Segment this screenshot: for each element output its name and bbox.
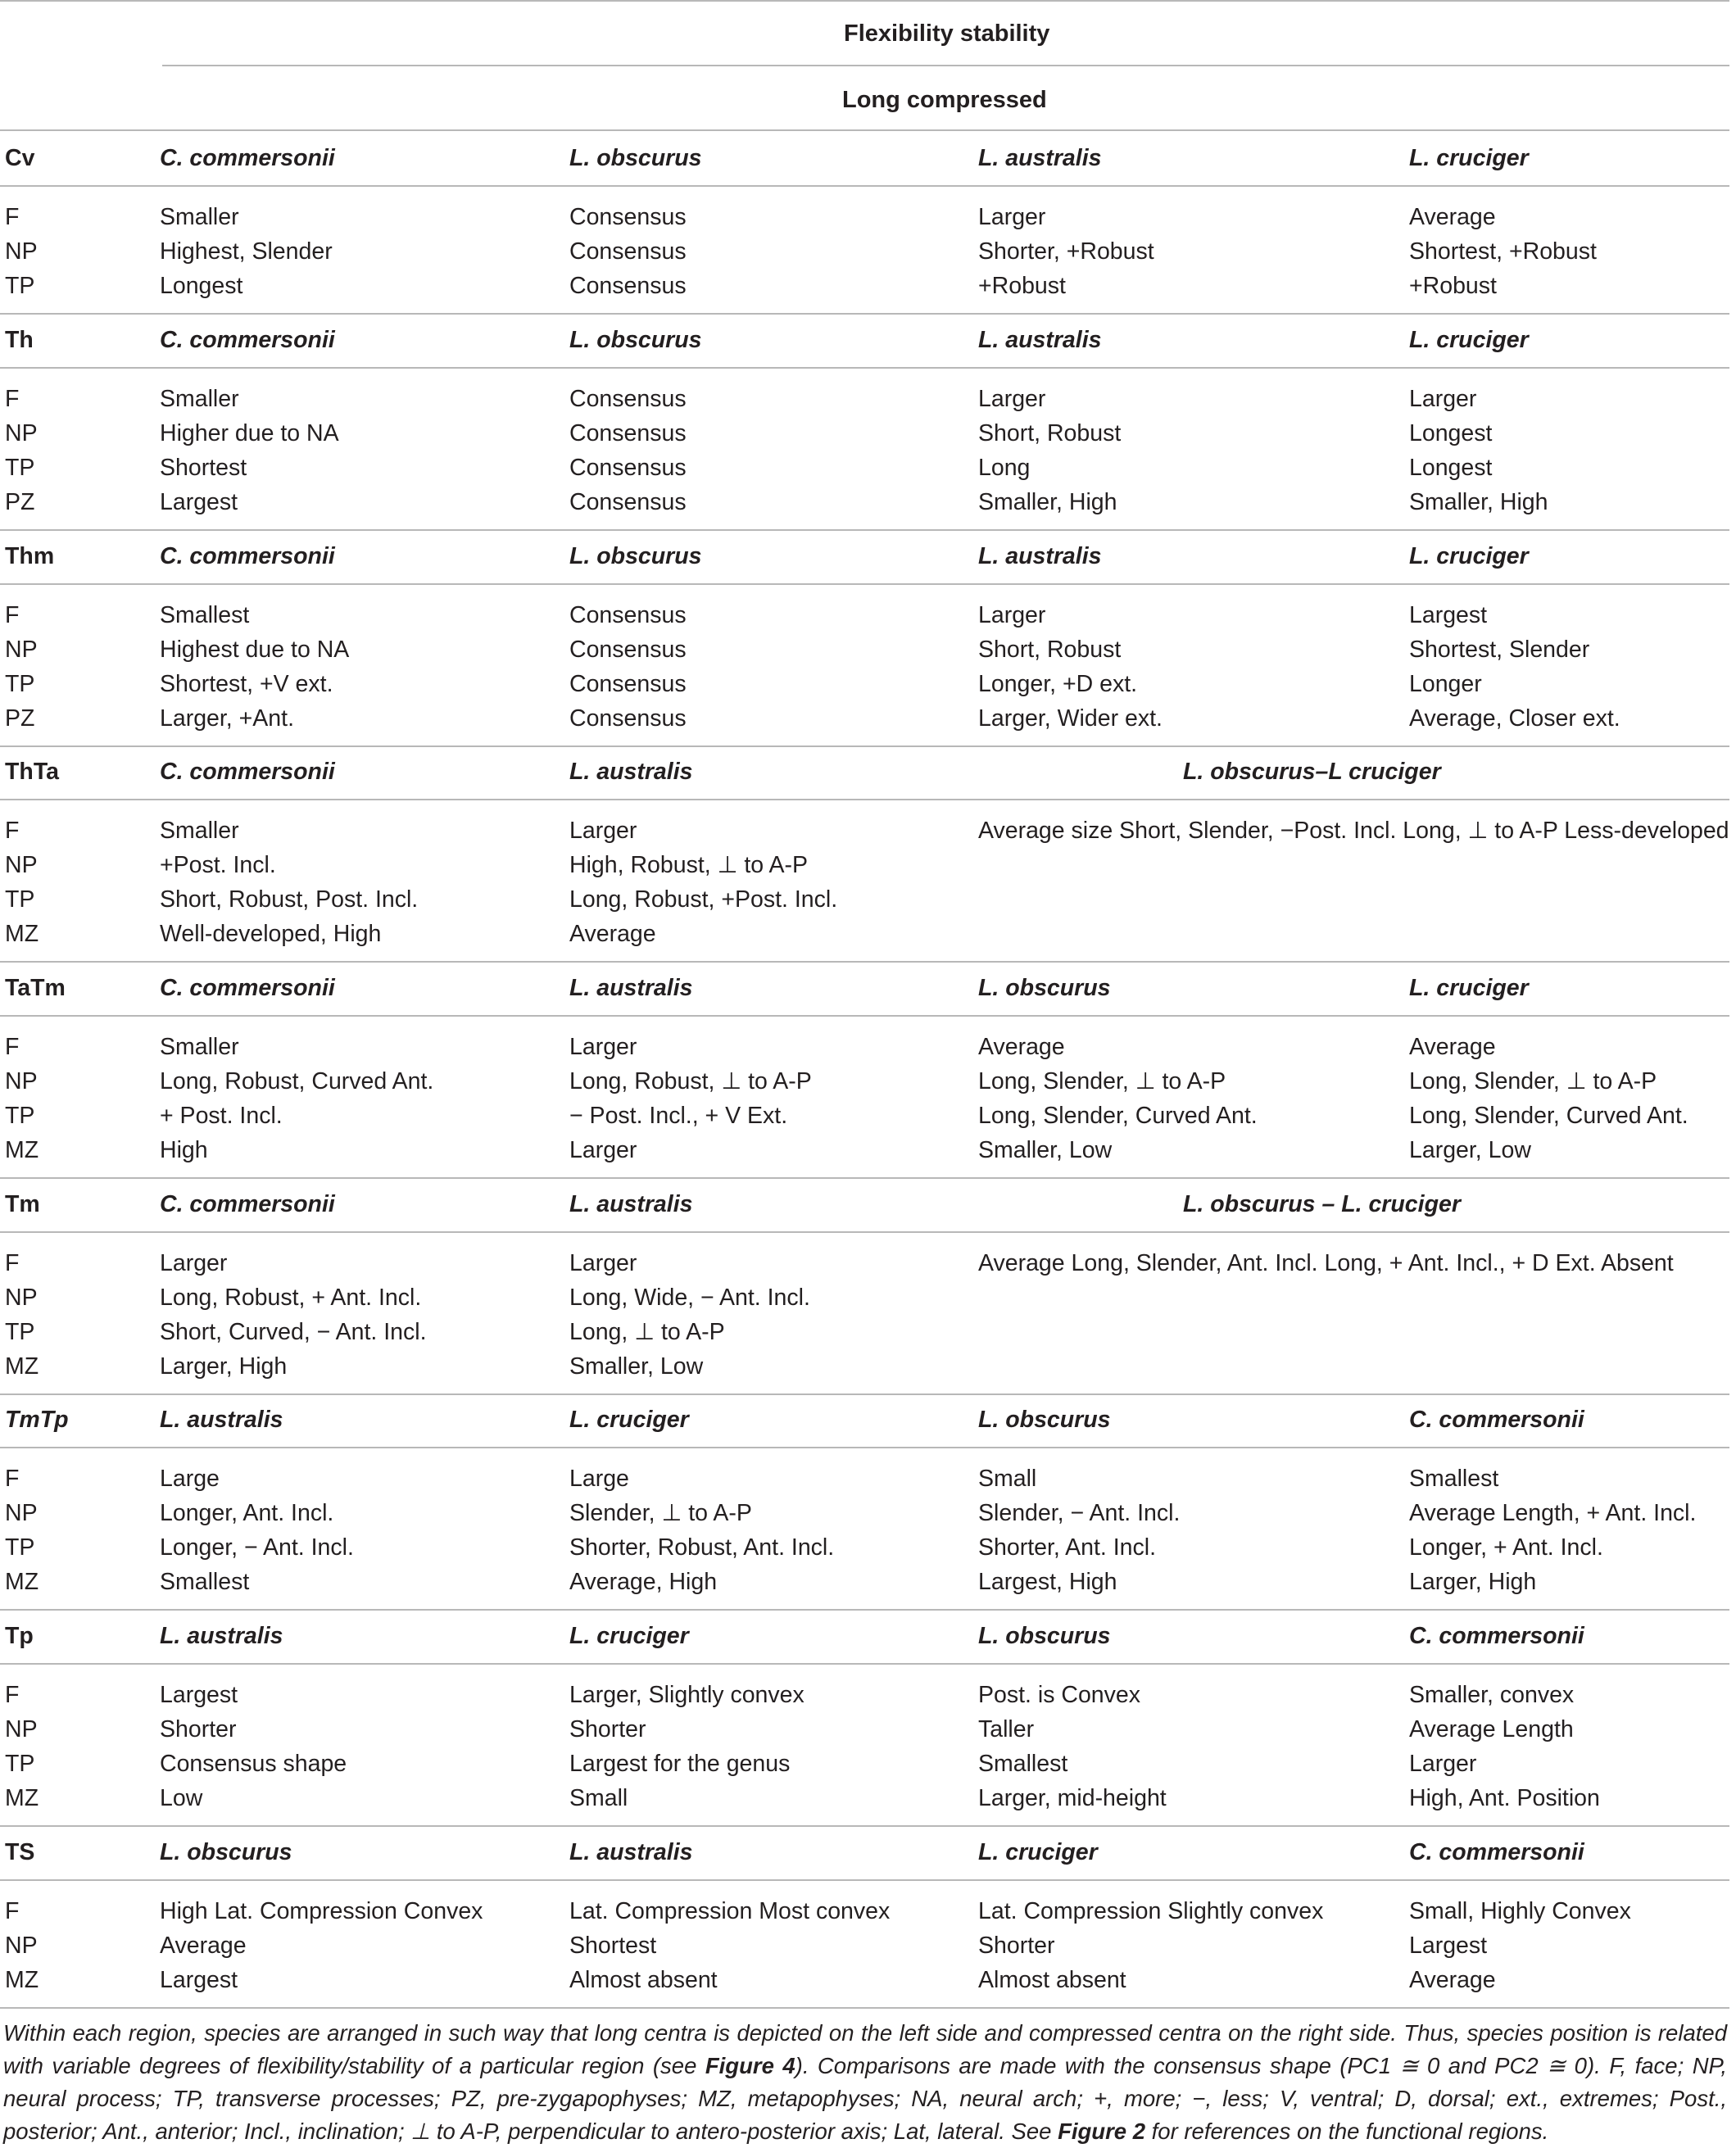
table-cell: Longest bbox=[1409, 455, 1493, 481]
table-cell: Larger, Low bbox=[1409, 1137, 1531, 1163]
table-cell: Larger bbox=[978, 204, 1046, 230]
top-rule bbox=[0, 0, 1729, 2]
row-label: MZ bbox=[5, 1353, 39, 1380]
table-cell: Long, Slender, Curved Ant. bbox=[1409, 1103, 1688, 1129]
species-header: L. cruciger bbox=[1409, 975, 1529, 1001]
table-cell: Consensus bbox=[569, 455, 687, 481]
row-label: PZ bbox=[5, 705, 35, 732]
row-rule bbox=[0, 529, 1729, 531]
table-cell: Smallest bbox=[1409, 1466, 1499, 1492]
figure-4-link[interactable]: Figure 4 bbox=[705, 2053, 795, 2078]
species-header: L. cruciger bbox=[1409, 327, 1529, 353]
table-cell: Smaller bbox=[160, 818, 239, 844]
table-cell: Consensus bbox=[569, 273, 687, 299]
row-label: NP bbox=[5, 852, 38, 878]
region-label: Tp bbox=[5, 1623, 34, 1649]
table-cell: Larger bbox=[1409, 1751, 1477, 1777]
table-cell: Long, Slender, ⊥ to A-P bbox=[978, 1068, 1226, 1094]
table-cell: Larger bbox=[1409, 386, 1477, 412]
region-label: Thm bbox=[5, 543, 55, 569]
row-rule bbox=[0, 1825, 1729, 1827]
table-cell: Small bbox=[978, 1466, 1037, 1492]
row-label: NP bbox=[5, 1285, 38, 1311]
table-cell: Long, Slender, ⊥ to A-P bbox=[1409, 1068, 1657, 1094]
table-cell: Larger, Wider ext. bbox=[978, 705, 1163, 732]
table-cell: Largest bbox=[160, 1967, 238, 1993]
table-cell: Largest bbox=[1409, 1933, 1488, 1959]
species-header: C. commersonii bbox=[160, 759, 335, 785]
species-header: L. obscurus bbox=[569, 543, 702, 569]
figure-2-link[interactable]: Figure 2 bbox=[1058, 2119, 1146, 2144]
row-label: MZ bbox=[5, 921, 39, 947]
species-header: L. obscurus bbox=[569, 327, 702, 353]
table-cell: Larger bbox=[569, 1034, 637, 1060]
table-title: Flexibility stability bbox=[844, 20, 1050, 47]
table-cell: Smallest bbox=[160, 602, 250, 628]
row-label: MZ bbox=[5, 1137, 39, 1163]
species-header: C. commersonii bbox=[160, 145, 335, 171]
species-header: L. cruciger bbox=[1409, 145, 1529, 171]
region-label: TaTm bbox=[5, 975, 66, 1001]
table-cell: Shortest bbox=[160, 455, 247, 481]
row-rule bbox=[0, 745, 1729, 747]
row-label: NP bbox=[5, 1500, 38, 1526]
table-cell: Longest bbox=[1409, 420, 1493, 446]
table-cell: Average bbox=[569, 921, 656, 947]
table-cell: Consensus bbox=[569, 602, 687, 628]
row-label: F bbox=[5, 1466, 20, 1492]
table-cell: Larger, High bbox=[160, 1353, 288, 1380]
region-label: Th bbox=[5, 327, 34, 353]
table-subtitle: Long compressed bbox=[842, 87, 1047, 113]
table-cell: Higher due to NA bbox=[160, 420, 339, 446]
species-header: C. commersonii bbox=[160, 543, 335, 569]
table-cell: Smaller, convex bbox=[1409, 1682, 1575, 1708]
table-cell: Long, ⊥ to A-P bbox=[569, 1319, 725, 1345]
row-rule bbox=[0, 1609, 1729, 1611]
table-cell: Consensus bbox=[569, 671, 687, 697]
table-cell: + Post. Incl. bbox=[160, 1103, 283, 1129]
table-cell: Average size Short, Slender, −Post. Incl. Long, ⊥ to A-P Less-developed bbox=[978, 818, 1729, 844]
table-cell: Smaller, Low bbox=[978, 1137, 1113, 1163]
table-cell: Slender, − Ant. Incl. bbox=[978, 1500, 1181, 1526]
table-cell: Average, High bbox=[569, 1569, 718, 1595]
table-cell: Longer, + Ant. Incl. bbox=[1409, 1534, 1603, 1561]
region-label: TS bbox=[5, 1839, 35, 1865]
species-header: C. commersonii bbox=[160, 975, 335, 1001]
region-label: ThTa bbox=[5, 759, 59, 785]
row-rule bbox=[0, 1879, 1729, 1881]
table-cell: Larger bbox=[569, 1250, 637, 1276]
row-label: TP bbox=[5, 1751, 35, 1777]
table-cell: Short, Robust, Post. Incl. bbox=[160, 886, 419, 913]
row-label: NP bbox=[5, 1716, 38, 1742]
row-rule bbox=[0, 583, 1729, 585]
species-header: L. australis bbox=[569, 1839, 693, 1865]
table-cell: Average, Closer ext. bbox=[1409, 705, 1620, 732]
row-label: F bbox=[5, 1898, 20, 1924]
table-cell: Larger bbox=[569, 1137, 637, 1163]
row-label: F bbox=[5, 602, 20, 628]
table-cell: Short, Robust bbox=[978, 420, 1122, 446]
row-rule bbox=[0, 1015, 1729, 1017]
row-label: NP bbox=[5, 637, 38, 663]
table-cell: Consensus bbox=[569, 489, 687, 515]
table-cell: Smallest bbox=[160, 1569, 250, 1595]
row-label: TP bbox=[5, 886, 35, 913]
table-cell: Shorter, Robust, Ant. Incl. bbox=[569, 1534, 835, 1561]
table-cell: Consensus bbox=[569, 637, 687, 663]
table-caption: Within each region, species are arranged in such way that long centra is depicted on the left side and compressed centra on the right side. Thus, species position is related with variable degrees of flexibility/stability of a particular region (see Figure 4). Comparisons are made with the consensus shape (PC1 ≅ 0 and PC2 ≅ 0). F, face; NP, neural process; TP, transverse processes; PZ, pre-zygapophyses; MZ, metapophyses; NA, neural arch; +, more; −, less; V, ventral; D, dorsal; ext., extremes; Post., posterior; Ant., anterior; Incl., inclination; ⊥ to A-P, perpendicular to antero-posterior axis; Lat, lateral. See Figure 2 for references on the functional regions. bbox=[3, 2020, 1727, 2144]
table-cell: Long, Robust, +Post. Incl. bbox=[569, 886, 838, 913]
table-cell: Small bbox=[569, 1785, 628, 1811]
row-label: TP bbox=[5, 671, 35, 697]
table-cell: Larger, Slightly convex bbox=[569, 1682, 805, 1708]
table-cell: Shortest, +V ext. bbox=[160, 671, 333, 697]
table-cell: Consensus shape bbox=[160, 1751, 347, 1777]
row-label: F bbox=[5, 818, 20, 844]
row-rule bbox=[0, 129, 1729, 131]
table-cell: Shorter bbox=[978, 1933, 1055, 1959]
row-rule bbox=[0, 2007, 1729, 2009]
table-cell: Smaller bbox=[160, 1034, 239, 1060]
table-cell: Largest bbox=[160, 1682, 238, 1708]
table-cell: Consensus bbox=[569, 204, 687, 230]
row-label: NP bbox=[5, 1068, 38, 1094]
title-rule bbox=[162, 65, 1729, 66]
table-cell: Large bbox=[160, 1466, 220, 1492]
row-label: MZ bbox=[5, 1967, 39, 1993]
row-label: PZ bbox=[5, 489, 35, 515]
table-cell: Average Length bbox=[1409, 1716, 1574, 1742]
row-rule bbox=[0, 1177, 1729, 1179]
table-cell: Larger, High bbox=[1409, 1569, 1537, 1595]
table-cell: +Robust bbox=[978, 273, 1066, 299]
table-cell: Smaller, High bbox=[1409, 489, 1548, 515]
row-label: MZ bbox=[5, 1785, 39, 1811]
species-header: L. cruciger bbox=[1409, 543, 1529, 569]
row-rule bbox=[0, 185, 1729, 187]
row-label: F bbox=[5, 1682, 20, 1708]
region-label: Tm bbox=[5, 1191, 40, 1217]
table-cell: High Lat. Compression Convex bbox=[160, 1898, 483, 1924]
table-cell: Larger, +Ant. bbox=[160, 705, 294, 732]
table-cell: Consensus bbox=[569, 238, 687, 265]
species-header: L. obscurus bbox=[569, 145, 702, 171]
row-label: NP bbox=[5, 238, 38, 265]
table-cell: Shorter, Ant. Incl. bbox=[978, 1534, 1157, 1561]
table-cell: Long, Robust, ⊥ to A-P bbox=[569, 1068, 812, 1094]
species-header: C. commersonii bbox=[1409, 1623, 1584, 1649]
region-label: Cv bbox=[5, 145, 35, 171]
row-label: TP bbox=[5, 273, 35, 299]
table-cell: Small, Highly Convex bbox=[1409, 1898, 1631, 1924]
table-cell: Longer bbox=[1409, 671, 1482, 697]
table-cell: Lat. Compression Slightly convex bbox=[978, 1898, 1324, 1924]
table-cell: Highest due to NA bbox=[160, 637, 350, 663]
row-rule bbox=[0, 799, 1729, 800]
row-rule bbox=[0, 1231, 1729, 1233]
table-cell: Average bbox=[160, 1933, 247, 1959]
table-cell: Average bbox=[978, 1034, 1065, 1060]
table-cell: Long bbox=[978, 455, 1031, 481]
table-cell: − Post. Incl., + V Ext. bbox=[569, 1103, 788, 1129]
table-cell: +Post. Incl. bbox=[160, 852, 276, 878]
table-cell: Smallest bbox=[978, 1751, 1068, 1777]
row-label: F bbox=[5, 1034, 20, 1060]
table-cell: Short, Robust bbox=[978, 637, 1122, 663]
row-rule bbox=[0, 1663, 1729, 1665]
table-cell: Long, Robust, + Ant. Incl. bbox=[160, 1285, 422, 1311]
table-cell: Consensus bbox=[569, 705, 687, 732]
table-cell: Almost absent bbox=[978, 1967, 1126, 1993]
species-header: C. commersonii bbox=[160, 1191, 335, 1217]
row-rule bbox=[0, 1447, 1729, 1448]
species-header: L. australis bbox=[160, 1623, 283, 1649]
table-cell: Average bbox=[1409, 1034, 1496, 1060]
table-cell: Average bbox=[1409, 204, 1496, 230]
row-label: F bbox=[5, 386, 20, 412]
species-header: L. obscurus–L cruciger bbox=[1183, 759, 1441, 785]
species-header: L. cruciger bbox=[569, 1407, 689, 1433]
table-cell: Shorter bbox=[569, 1716, 646, 1742]
table-cell: Shortest, Slender bbox=[1409, 637, 1590, 663]
table-cell: Average bbox=[1409, 1967, 1496, 1993]
table-cell: High, Robust, ⊥ to A-P bbox=[569, 852, 808, 878]
row-label: MZ bbox=[5, 1569, 39, 1595]
row-rule bbox=[0, 313, 1729, 315]
table-cell: Large bbox=[569, 1466, 629, 1492]
table-cell: Shorter, +Robust bbox=[978, 238, 1154, 265]
table-cell: Shorter bbox=[160, 1716, 237, 1742]
row-label: TP bbox=[5, 1103, 35, 1129]
species-header: L. cruciger bbox=[978, 1839, 1098, 1865]
species-header: L. cruciger bbox=[569, 1623, 689, 1649]
species-header: C. commersonii bbox=[1409, 1407, 1584, 1433]
species-header: C. commersonii bbox=[1409, 1839, 1584, 1865]
table-cell: Post. is Convex bbox=[978, 1682, 1140, 1708]
table-cell: Shortest, +Robust bbox=[1409, 238, 1597, 265]
table-cell: Long, Robust, Curved Ant. bbox=[160, 1068, 434, 1094]
row-label: F bbox=[5, 204, 20, 230]
table-cell: Low bbox=[160, 1785, 203, 1811]
row-label: TP bbox=[5, 1319, 35, 1345]
table-cell: Almost absent bbox=[569, 1967, 718, 1993]
species-header: L. australis bbox=[978, 543, 1102, 569]
species-header: L. australis bbox=[978, 145, 1102, 171]
table-cell: Long, Slender, Curved Ant. bbox=[978, 1103, 1258, 1129]
row-label: F bbox=[5, 1250, 20, 1276]
species-header: L. obscurus bbox=[978, 1407, 1111, 1433]
table-cell: Short, Curved, − Ant. Incl. bbox=[160, 1319, 427, 1345]
table-cell: Slender, ⊥ to A-P bbox=[569, 1500, 752, 1526]
row-rule bbox=[0, 961, 1729, 963]
table-cell: Consensus bbox=[569, 420, 687, 446]
table-cell: Longer, +D ext. bbox=[978, 671, 1138, 697]
species-header: L. australis bbox=[978, 327, 1102, 353]
table-cell: +Robust bbox=[1409, 273, 1497, 299]
table-cell: Longer, Ant. Incl. bbox=[160, 1500, 334, 1526]
table-cell: Highest, Slender bbox=[160, 238, 333, 265]
table-cell: High, Ant. Position bbox=[1409, 1785, 1600, 1811]
species-header: L. australis bbox=[569, 1191, 693, 1217]
table-cell: Average Length, + Ant. Incl. bbox=[1409, 1500, 1697, 1526]
species-header: L. obscurus bbox=[978, 975, 1111, 1001]
row-label: TP bbox=[5, 455, 35, 481]
table-cell: Larger, mid-height bbox=[978, 1785, 1167, 1811]
table-cell: Longest bbox=[160, 273, 243, 299]
table-cell: Smaller, High bbox=[978, 489, 1117, 515]
table-cell: Largest for the genus bbox=[569, 1751, 791, 1777]
species-header: L. australis bbox=[569, 759, 693, 785]
table-cell: High bbox=[160, 1137, 208, 1163]
row-label: NP bbox=[5, 1933, 38, 1959]
row-rule bbox=[0, 367, 1729, 369]
species-header: L. australis bbox=[569, 975, 693, 1001]
table-cell: Larger bbox=[978, 386, 1046, 412]
species-header: C. commersonii bbox=[160, 327, 335, 353]
species-header: L. obscurus bbox=[160, 1839, 292, 1865]
table-cell: Larger bbox=[160, 1250, 228, 1276]
table-cell: Average Long, Slender, Ant. Incl. Long, + Ant. Incl., + D Ext. Absent bbox=[978, 1250, 1674, 1276]
table-cell: Long, Wide, − Ant. Incl. bbox=[569, 1285, 810, 1311]
species-header: L. obscurus bbox=[978, 1623, 1111, 1649]
table-cell: Consensus bbox=[569, 386, 687, 412]
table-cell: Lat. Compression Most convex bbox=[569, 1898, 891, 1924]
table-cell: Taller bbox=[978, 1716, 1035, 1742]
region-label: TmTp bbox=[5, 1407, 69, 1433]
table-cell: Smaller bbox=[160, 386, 239, 412]
species-header: L. australis bbox=[160, 1407, 283, 1433]
table-cell: Largest bbox=[1409, 602, 1488, 628]
table-cell: Larger bbox=[569, 818, 637, 844]
table-cell: Shortest bbox=[569, 1933, 657, 1959]
table-cell: Smaller bbox=[160, 204, 239, 230]
table-cell: Larger bbox=[978, 602, 1046, 628]
table-cell: Largest, High bbox=[978, 1569, 1117, 1595]
table-cell: Longer, − Ant. Incl. bbox=[160, 1534, 354, 1561]
species-header: L. obscurus – L. cruciger bbox=[1183, 1191, 1461, 1217]
row-label: TP bbox=[5, 1534, 35, 1561]
table-cell: Largest bbox=[160, 489, 238, 515]
row-label: NP bbox=[5, 420, 38, 446]
table-cell: Well-developed, High bbox=[160, 921, 382, 947]
table-cell: Smaller, Low bbox=[569, 1353, 704, 1380]
row-rule bbox=[0, 1393, 1729, 1395]
